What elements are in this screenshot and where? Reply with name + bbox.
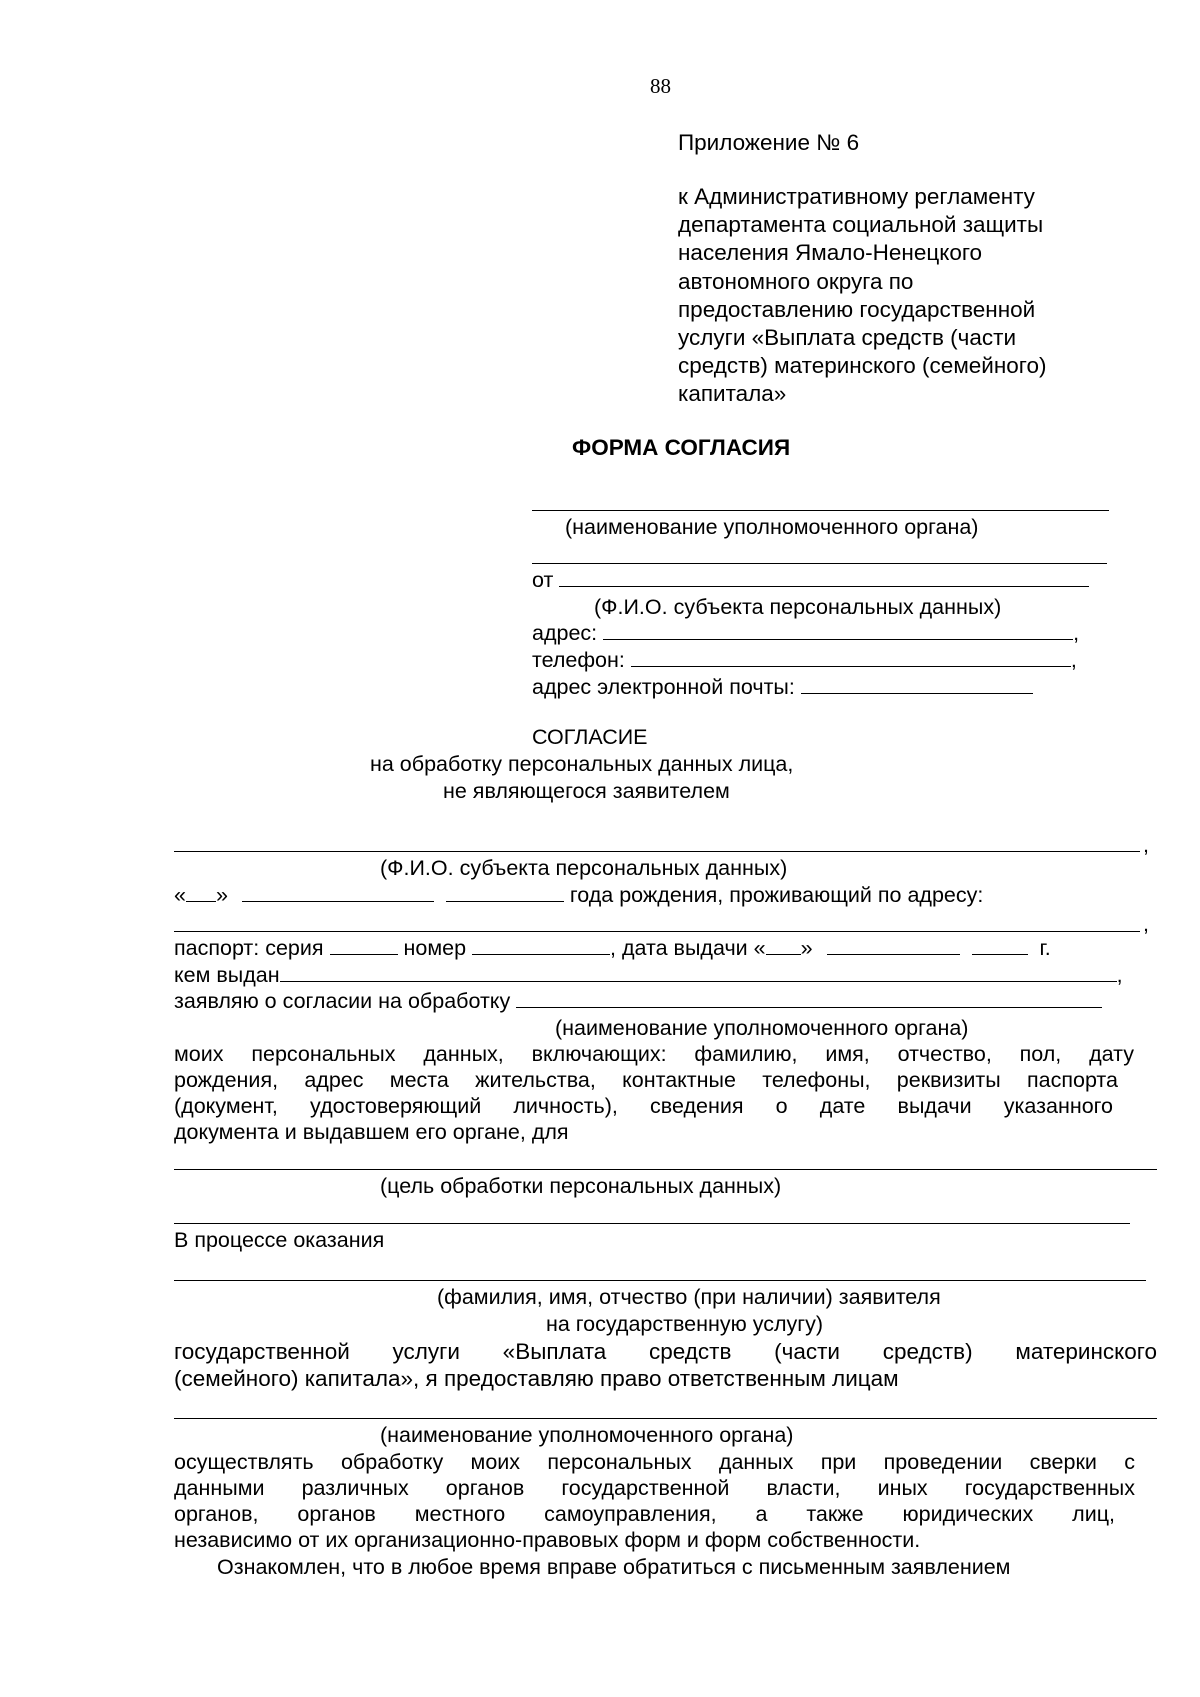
issue-day-field[interactable] xyxy=(766,935,801,955)
organ-caption: (наименование уполномоченного органа) xyxy=(565,515,979,539)
page-number: 88 xyxy=(650,74,671,98)
issue-date-label: , дата выдачи « xyxy=(610,936,766,960)
quote-close: » xyxy=(800,936,813,960)
appendix-line: капитала» xyxy=(678,381,787,407)
birth-row xyxy=(174,882,983,908)
organ-caption: (наименование уполномоченного органа) xyxy=(555,1016,969,1040)
email-field[interactable] xyxy=(801,674,1033,694)
consent-subtitle-2: не являющегося заявителем xyxy=(443,779,730,803)
consent-title: СОГЛАСИЕ xyxy=(532,725,648,749)
passport-label: паспорт: серия xyxy=(174,936,324,960)
organ-line[interactable] xyxy=(174,1418,1157,1419)
data-line: (документ, удостоверяющий личность), сведения о дате выдачи указанного xyxy=(174,1094,1113,1118)
applicant-line[interactable] xyxy=(174,1280,1146,1281)
subject-caption: (Ф.И.О. субъекта персональных данных) xyxy=(594,595,1002,619)
data-line: моих персональных данных, включающих: фамилию, имя, отчество, пол, дату xyxy=(174,1042,1134,1066)
from-label: от xyxy=(532,568,554,592)
purpose-caption: (цель обработки персональных данных) xyxy=(380,1174,782,1198)
appendix-line: департамента социальной защиты xyxy=(678,212,1044,238)
processing-line: органов, органов местного самоуправления, а также юридических лиц, xyxy=(174,1502,1115,1526)
processing-line: данными различных органов государственной власти, иных государственных xyxy=(174,1476,1135,1500)
birth-text: года рождения, проживающий по адресу: xyxy=(569,883,984,907)
declare-label: заявляю о согласии на обработку xyxy=(174,989,511,1013)
email-label: адрес электронной почты: xyxy=(532,675,795,699)
address-row xyxy=(532,620,1079,646)
subject-name-line[interactable] xyxy=(174,851,1140,852)
subject-caption: (Ф.И.О. субъекта персональных данных) xyxy=(380,856,788,880)
processing-line: осуществлять обработку моих персональных данных при проведении сверки с xyxy=(174,1450,1135,1474)
data-line: рождения, адрес места жительства, контактные телефоны, реквизиты паспорта xyxy=(174,1068,1118,1092)
appendix-line: населения Ямало-Ненецкого xyxy=(678,240,983,266)
from-row xyxy=(532,567,1089,593)
phone-field[interactable] xyxy=(631,647,1071,667)
birth-day-field[interactable] xyxy=(186,882,216,902)
address-label: адрес: xyxy=(532,621,598,645)
service-line-2: (семейного) капитала», я предоставляю право ответственным лицам xyxy=(174,1366,899,1391)
address-field[interactable] xyxy=(603,620,1073,640)
comma: , xyxy=(1143,833,1149,857)
phone-row xyxy=(532,647,1077,673)
appendix-title: Приложение № 6 xyxy=(678,130,860,155)
email-row xyxy=(532,674,1033,700)
comma: , xyxy=(1073,621,1080,645)
organ-caption-2: (наименование уполномоченного органа) xyxy=(380,1423,794,1447)
appendix-line: автономного округа по xyxy=(678,268,914,294)
organ-name-line-2[interactable] xyxy=(532,563,1107,564)
final-line: Ознакомлен, что в любое время вправе обратиться с письменным заявлением xyxy=(217,1555,1011,1579)
from-field[interactable] xyxy=(559,567,1089,587)
phone-label: телефон: xyxy=(532,648,625,672)
appendix-line: предоставлению государственной xyxy=(678,296,1036,322)
passport-row xyxy=(174,935,1051,961)
processing-last-line: независимо от их организационно-правовых форм и форм собственности. xyxy=(174,1528,921,1552)
passport-series-field[interactable] xyxy=(330,935,398,955)
purpose-line-2[interactable] xyxy=(174,1223,1130,1224)
address-line[interactable] xyxy=(174,931,1140,932)
applicant-caption: (фамилия, имя, отчество (при наличии) заявителя xyxy=(437,1285,941,1309)
process-label: В процессе оказания xyxy=(174,1228,385,1252)
comma: , xyxy=(1143,912,1149,936)
form-title: ФОРМА СОГЛАСИЯ xyxy=(572,435,791,460)
issued-by-label: кем выдан xyxy=(174,963,280,987)
appendix-line: средств) материнского (семейного) xyxy=(678,353,1047,379)
quote-open: « xyxy=(174,883,186,907)
issued-by-row xyxy=(174,962,1123,988)
birth-month-field[interactable] xyxy=(242,882,434,902)
service-line: государственной услуги «Выплата средств (части средств) материнского xyxy=(174,1339,1157,1364)
issue-month-field[interactable] xyxy=(827,935,960,955)
declare-organ-field[interactable] xyxy=(516,988,1102,1008)
data-last-line: документа и выдавшем его органе, для xyxy=(174,1120,569,1144)
applicant-caption-2: на государственную услугу) xyxy=(546,1312,824,1336)
comma: , xyxy=(1116,963,1123,987)
appendix-text xyxy=(678,183,1047,409)
number-label: номер xyxy=(403,936,467,960)
issued-by-field[interactable] xyxy=(280,962,1117,982)
appendix-line: услуги «Выплата средств (части xyxy=(678,325,1017,351)
purpose-line[interactable] xyxy=(174,1169,1157,1170)
declare-row xyxy=(174,988,1102,1014)
consent-subtitle-1: на обработку персональных данных лица, xyxy=(370,752,794,776)
issue-year-field[interactable] xyxy=(972,935,1028,955)
passport-number-field[interactable] xyxy=(472,935,610,955)
comma: , xyxy=(1070,648,1077,672)
birth-year-field[interactable] xyxy=(446,882,564,902)
year-suffix: г. xyxy=(1039,936,1051,960)
appendix-line: к Административному регламенту xyxy=(678,184,1035,209)
organ-name-line[interactable] xyxy=(532,510,1109,511)
quote-close: » xyxy=(215,883,228,907)
